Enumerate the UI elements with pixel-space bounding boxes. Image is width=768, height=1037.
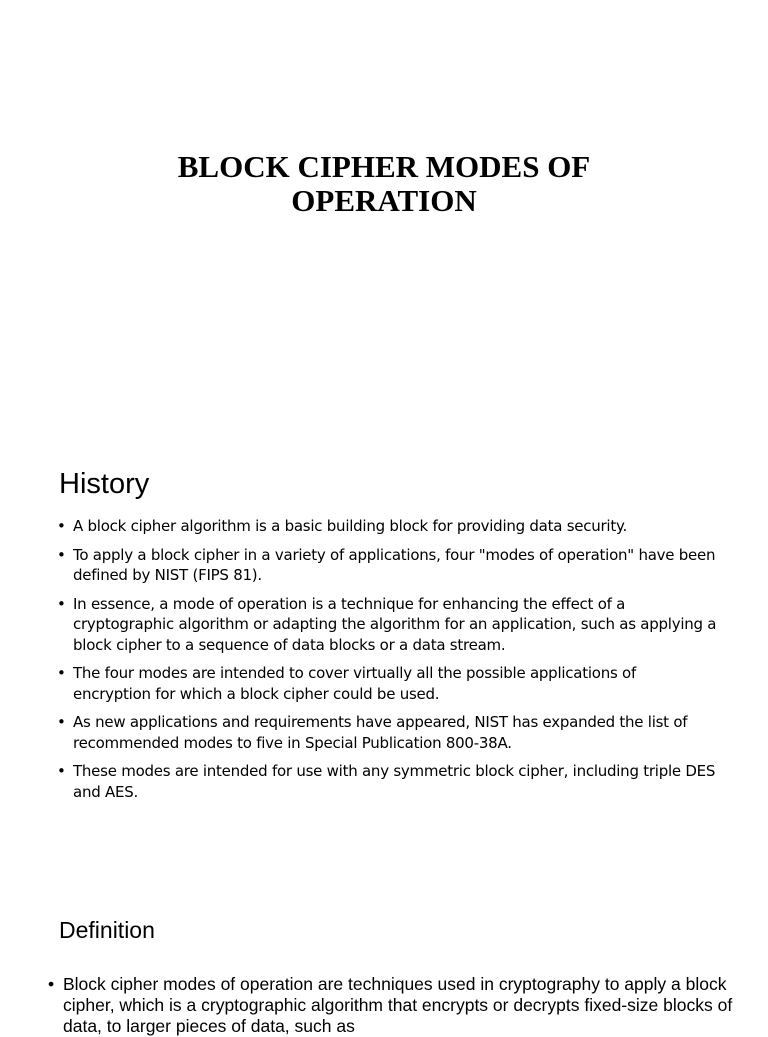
list-item	[57, 545, 717, 586]
definition-slide	[0, 900, 768, 1036]
bullet-text: Block cipher modes of operation are techniques used in cryptography to apply a block cipher, which is a cryptographic algorithm that encrypts or decrypts fixed-size blocks of data, to larger pieces of data, such as	[63, 974, 733, 1036]
history-bullet-list	[57, 516, 717, 810]
list-item	[57, 663, 717, 704]
bullet-text: A block cipher algorithm is a basic building block for providing data security.	[73, 517, 627, 535]
title-slide	[0, 0, 768, 440]
page-title	[134, 150, 634, 218]
bullet-icon: •	[57, 664, 66, 682]
bullet-text: As new applications and requirements have appeared, NIST has expanded the list of recommended modes to five in Special Publication 800-38A.	[73, 713, 688, 752]
bullet-text: In essence, a mode of operation is a technique for enhancing the effect of a cryptographic algorithm or adapting the algorithm for an application, such as applying a block cipher to a sequence of data blocks or a data stream.	[73, 594, 717, 654]
definition-bullet-list	[48, 974, 738, 1037]
history-heading: History	[59, 468, 150, 500]
list-item	[48, 974, 738, 1037]
bullet-icon: •	[57, 545, 66, 564]
bullet-icon: •	[57, 762, 66, 780]
bullet-icon: •	[57, 713, 66, 731]
list-item	[57, 712, 717, 753]
title-line-2: OPERATION	[291, 183, 477, 218]
bullet-text: To apply a block cipher in a variety of applications, four "modes of operation" have been defined by NIST (FIPS 81).	[73, 545, 716, 584]
bullet-text: These modes are intended for use with any symmetric block cipher, including triple DES and AES.	[73, 762, 716, 801]
bullet-icon: •	[57, 594, 66, 613]
list-item	[57, 594, 717, 656]
bullet-icon: •	[57, 517, 66, 535]
bullet-icon: •	[48, 974, 55, 994]
title-line-1: BLOCK CIPHER MODES OF	[177, 149, 591, 184]
list-item	[57, 516, 717, 537]
definition-heading: Definition	[59, 917, 155, 943]
history-slide	[0, 440, 768, 900]
list-item	[57, 761, 717, 802]
bullet-text: The four modes are intended to cover virtually all the possible applications of encryption for which a block cipher could be used.	[73, 664, 637, 703]
